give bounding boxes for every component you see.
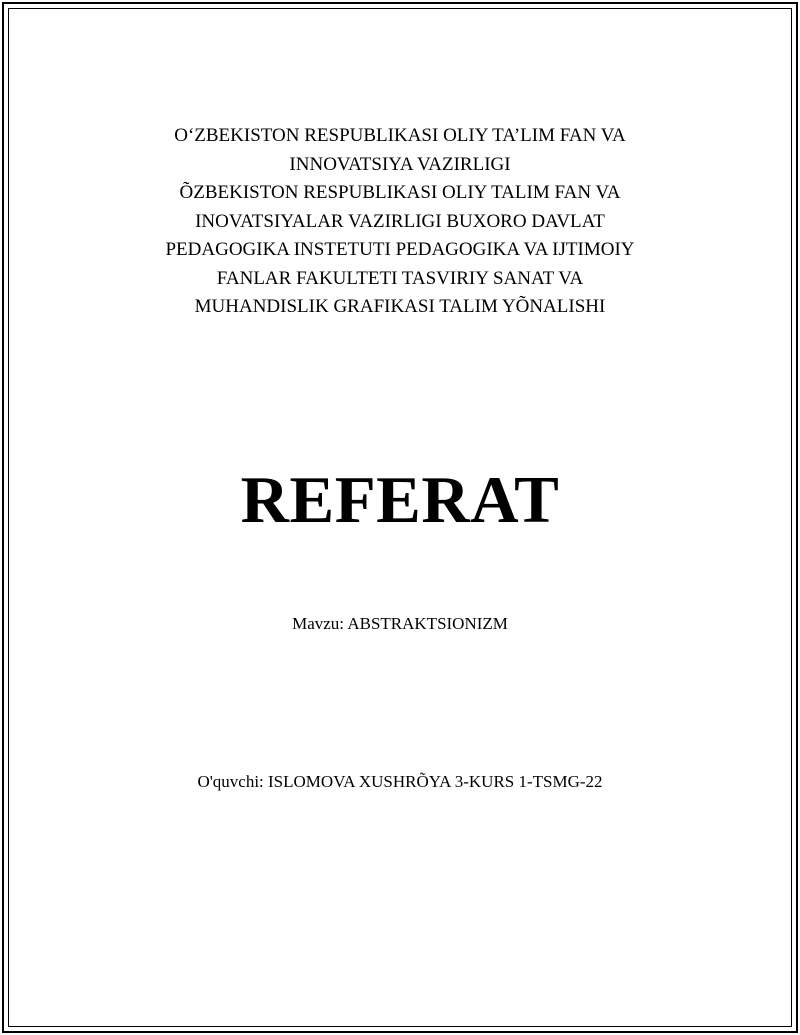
- header-line: ÕZBEKISTON RESPUBLIKASI OLIY TALIM FAN VA: [179, 182, 621, 203]
- header-line: INOVATSIYALAR VAZIRLIGI BUXORO DAVLAT: [195, 210, 605, 232]
- header-line: FANLAR FAKULTETI TASVIRIY SANAT VA: [216, 267, 584, 289]
- header-line: O‘ZBEKISTON RESPUBLIKASI OLIY TA’LIM FAN VA: [174, 125, 626, 146]
- header-line: INNOVATSIYA VAZIRLIGI: [289, 153, 511, 175]
- header-line: PEDAGOGIKA INSTETUTI PEDAGOGIKA VA IJTIMOIY: [165, 239, 635, 260]
- student-line: O'quvchi: ISLOMOVA XUSHRÕYA 3-KURS 1-TSMG-22: [197, 772, 603, 791]
- subject-line: Mavzu: ABSTRAKTSIONIZM: [292, 614, 508, 633]
- document-title: REFERAT: [240, 463, 560, 537]
- header-line: MUHANDISLIK GRAFIKASI TALIM YÕNALISHI: [194, 296, 606, 317]
- institution-header: [100, 122, 700, 322]
